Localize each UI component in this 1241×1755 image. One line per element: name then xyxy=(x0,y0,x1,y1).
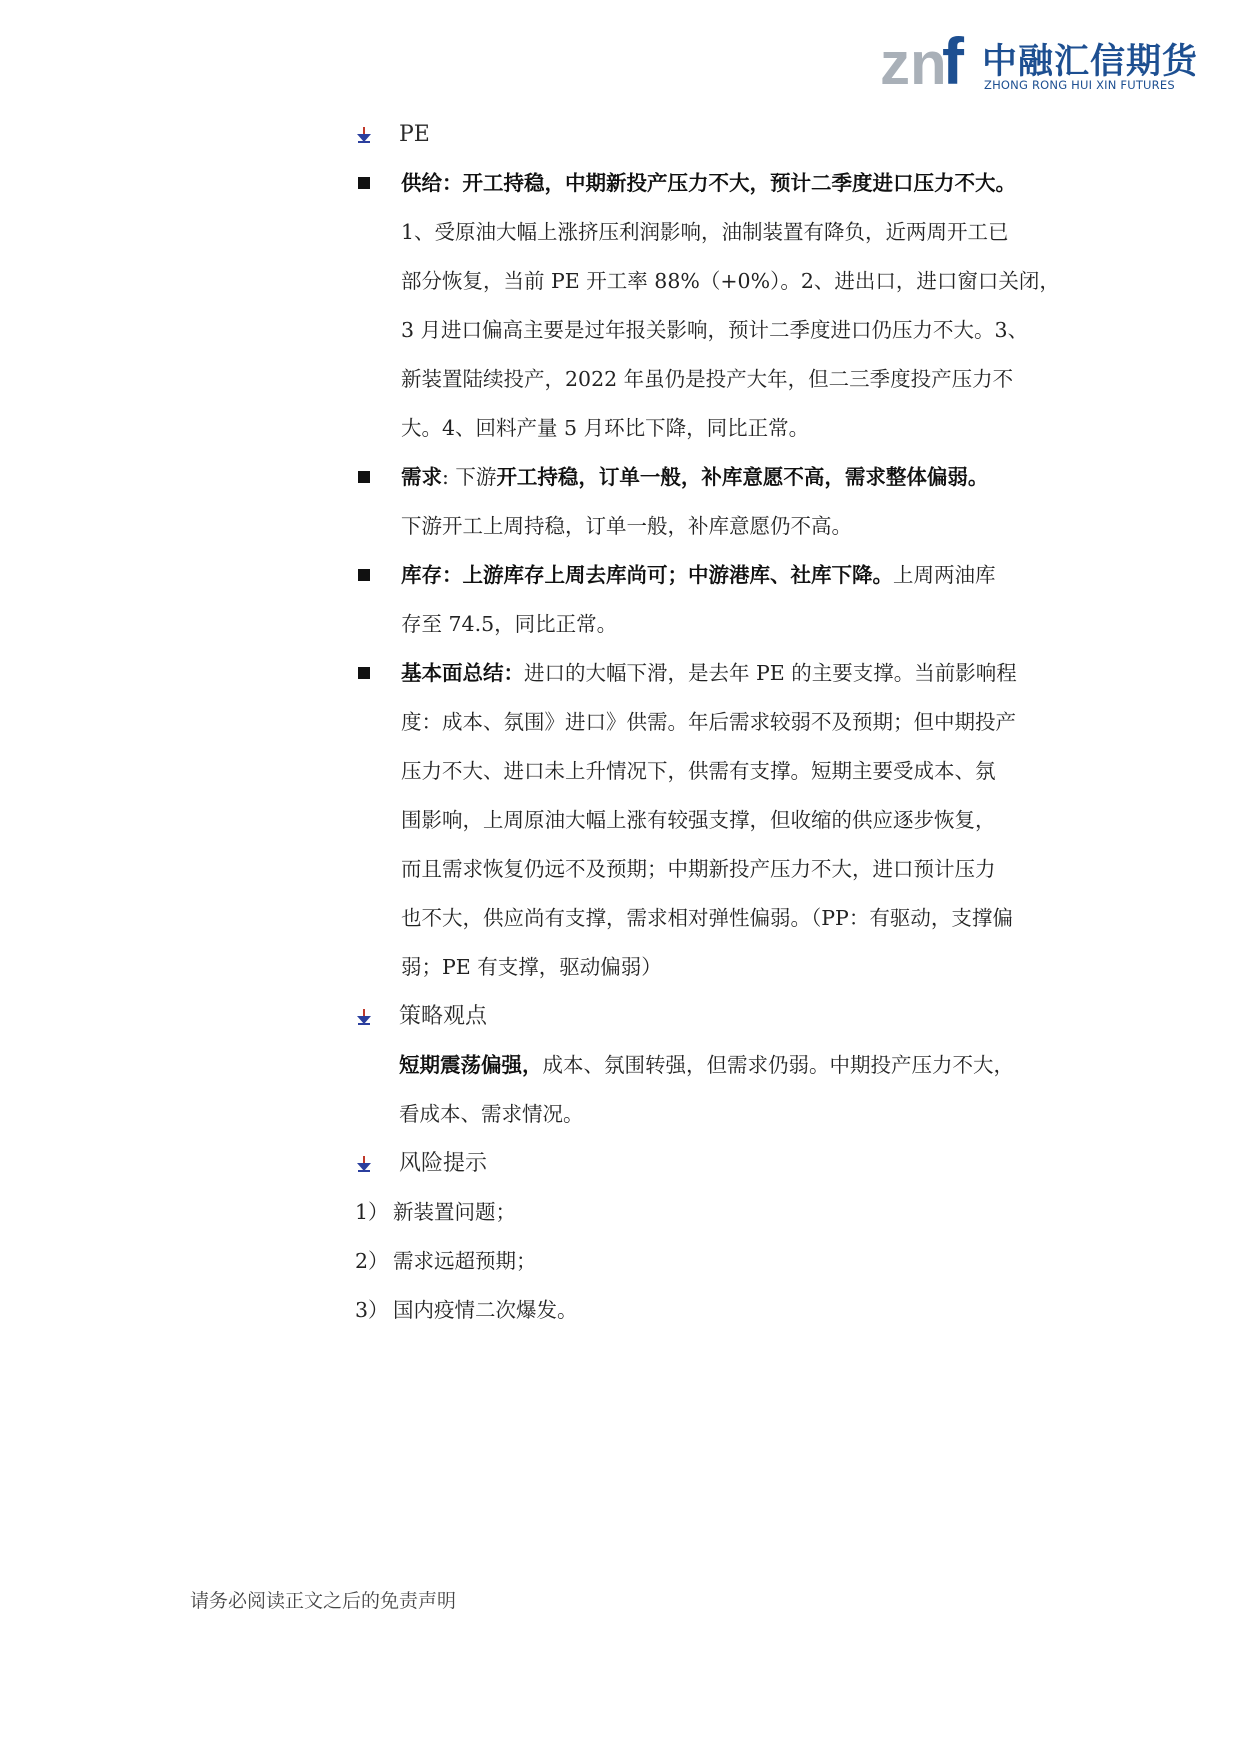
svg-text:f: f xyxy=(942,28,964,90)
strategy-bold: 短期震荡偏强， xyxy=(399,1053,543,1077)
logo-name-cn: 中融汇信期货 xyxy=(982,42,1199,82)
risk-number: 2） xyxy=(355,1249,389,1273)
summary-line: 围影响，上周原油大幅上涨有较强支撑，但收缩的供应逐步恢复， xyxy=(401,808,996,832)
section-title-strategy: 策略观点 xyxy=(399,1004,488,1029)
summary-line: 度：成本、氛围》进口》供需。年后需求较弱不及预期；但中期投产 xyxy=(401,710,1016,734)
inventory-headline: 库存：上游库存上周去库尚可；中游港库、社库下降。 xyxy=(401,563,893,587)
strategy-paragraph xyxy=(399,1041,1045,1139)
footer-disclaimer: 请务必阅读正文之后的免责声明 xyxy=(190,1590,457,1612)
square-bullet-icon xyxy=(358,667,370,679)
risk-item xyxy=(355,1188,1045,1237)
supply-line: 3 月进口偏高主要是过年报关影响，预计二季度进口仍压力不大。3、 xyxy=(401,318,1029,342)
risk-item xyxy=(355,1237,1045,1286)
section-title-pe: PE xyxy=(399,122,430,147)
section-heading-pe xyxy=(355,110,1045,159)
summary-line: 也不大，供应尚有支撑，需求相对弹性偏弱。（PP：有驱动，支撑偏 xyxy=(401,906,1013,930)
inventory-item xyxy=(355,551,1045,649)
summary-line: 而且需求恢复仍远不及预期；中期新投产压力不大，进口预计压力 xyxy=(401,857,996,881)
report-content xyxy=(355,110,1060,1335)
supply-item xyxy=(355,159,1060,453)
demand-item xyxy=(355,453,1045,551)
square-bullet-icon xyxy=(358,177,370,189)
risk-text: 国内疫情二次爆发。 xyxy=(393,1298,578,1322)
svg-text:z: z xyxy=(880,30,910,90)
supply-label: 供给： xyxy=(401,171,463,195)
supply-line: 部分恢复，当前 PE 开工率 88%（+0%）。2、进出口，进口窗口关闭， xyxy=(401,269,1060,293)
risk-text: 新装置问题； xyxy=(393,1200,516,1224)
risk-number: 3） xyxy=(355,1298,389,1322)
section-heading-risk xyxy=(355,1139,1045,1188)
company-logo xyxy=(880,28,1199,94)
supply-line: 1、受原油大幅上涨挤压利润影响，油制装置有降负，近两周开工已 xyxy=(401,220,1009,244)
demand-line: 下游开工上周持稳，订单一般，补库意愿仍不高。 xyxy=(401,514,852,538)
risk-text: 需求远超预期； xyxy=(393,1249,537,1273)
svg-text:n: n xyxy=(910,30,947,90)
arrow-bullet-icon xyxy=(355,1155,373,1173)
demand-sep: : 下游 xyxy=(442,465,497,489)
demand-headline: 开工持稳，订单一般，补库意愿不高，需求整体偏弱。 xyxy=(496,465,989,489)
inventory-tail: 上周两油库 xyxy=(893,563,996,587)
summary-label: 基本面总结： xyxy=(401,661,524,685)
square-bullet-icon xyxy=(358,569,370,581)
summary-first: 进口的大幅下滑，是去年 PE 的主要支撑。当前影响程 xyxy=(524,661,1017,685)
supply-headline: 开工持稳，中期新投产压力不大，预计二季度进口压力不大。 xyxy=(462,171,1016,195)
logo-name-en: ZHONG RONG HUI XIN FUTURES xyxy=(984,78,1175,92)
arrow-bullet-icon xyxy=(355,126,373,144)
summary-line: 弱；PE 有支撑，驱动偏弱） xyxy=(401,955,662,979)
strategy-first: 成本、氛围转强，但需求仍弱。中期投产压力不大， xyxy=(542,1053,1014,1077)
arrow-bullet-icon xyxy=(355,1008,373,1026)
strategy-second: 看成本、需求情况。 xyxy=(399,1102,584,1126)
demand-label: 需求 xyxy=(401,465,442,489)
summary-item xyxy=(355,649,1045,992)
square-bullet-icon xyxy=(358,471,370,483)
supply-line: 新装置陆续投产，2022 年虽仍是投产大年，但二三季度投产压力不 xyxy=(401,367,1014,391)
section-title-risk: 风险提示 xyxy=(399,1151,488,1176)
risk-number: 1） xyxy=(355,1200,389,1224)
inventory-line: 存至 74.5，同比正常。 xyxy=(401,612,618,636)
section-heading-strategy xyxy=(355,992,1045,1041)
risk-item xyxy=(355,1286,1045,1335)
znf-logo-mark xyxy=(880,28,980,90)
summary-line: 压力不大、进口未上升情况下，供需有支撑。短期主要受成本、氛 xyxy=(401,759,996,783)
supply-line: 大。4、回料产量 5 月环比下降，同比正常。 xyxy=(401,416,810,440)
